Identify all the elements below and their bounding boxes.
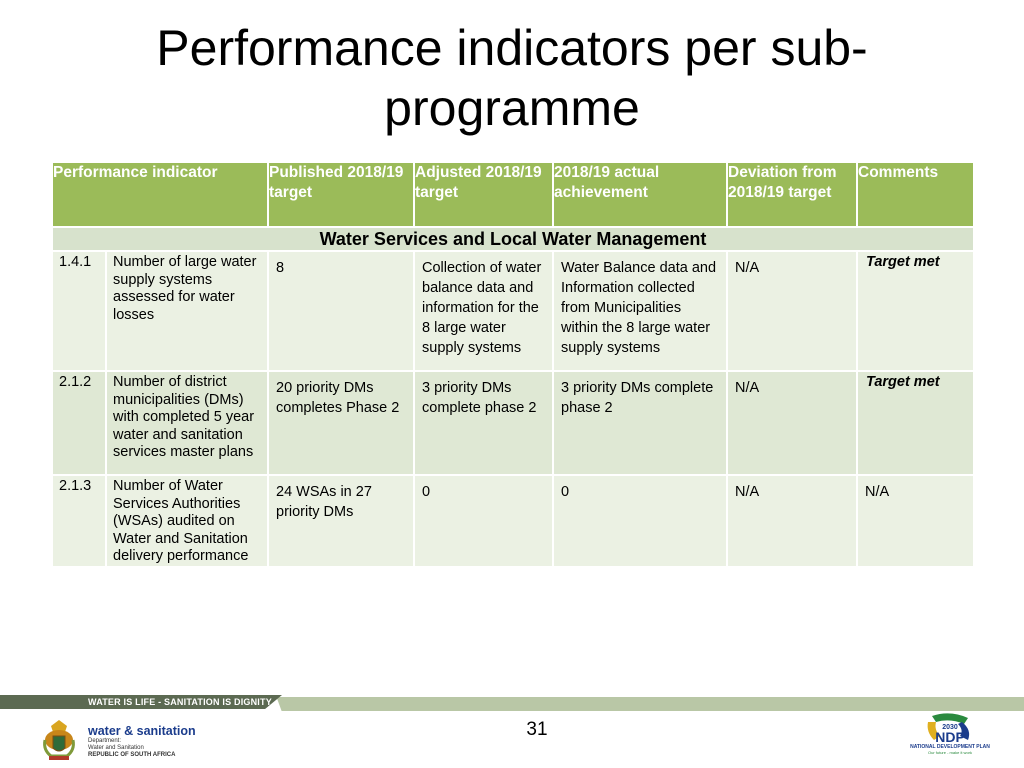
deviation-cell (727, 371, 857, 475)
indicator-id-cell (52, 371, 106, 475)
indicator-cell (106, 251, 268, 371)
deviation-cell (727, 251, 857, 371)
indicator-id: 2.1.3 (59, 478, 92, 494)
ndp-name: NATIONAL DEVELOPMENT PLAN (910, 744, 990, 750)
deviation: N/A (735, 380, 760, 396)
department-logo (88, 724, 196, 759)
deviation-cell (727, 475, 857, 567)
published-target: 8 (276, 260, 285, 276)
published-target-cell (268, 475, 414, 567)
indicator-text: Number of Water Services Authorities (WSAs) audited on Water and Sanitation delivery performance (113, 478, 249, 564)
adjusted-target-cell (414, 475, 553, 567)
column-header: 2018/19 actual achievement (553, 162, 727, 227)
column-header: Published 2018/19 target (268, 162, 414, 227)
column-header: Deviation from 2018/19 target (727, 162, 857, 227)
column-header: Adjusted 2018/19 target (414, 162, 553, 227)
published-target: 24 WSAs in 27 priority DMs (276, 484, 372, 520)
indicator-cell (106, 371, 268, 475)
actual-achievement: 0 (561, 484, 570, 500)
indicator-cell (106, 475, 268, 567)
page-title: Performance indicators per sub-programme (156, 20, 868, 136)
indicator-text: Number of district municipalities (DMs) with completed 5 year water and sanitation services master plans (113, 374, 255, 460)
comments-cell (857, 251, 974, 371)
indicator-id: 1.4.1 (59, 254, 92, 270)
svg-text:2030: 2030 (942, 724, 958, 731)
department-label: Department: (88, 738, 122, 744)
performance-table (51, 161, 975, 568)
country-name: REPUBLIC OF SOUTH AFRICA (88, 752, 176, 758)
comments-cell (857, 371, 974, 475)
adjusted-target-cell (414, 371, 553, 475)
ndp-tagline: Our future - make it work (927, 750, 972, 755)
adjusted-target: 3 priority DMs complete phase 2 (422, 380, 537, 416)
coat-of-arms-icon (37, 718, 81, 762)
comment: Target met (866, 254, 940, 270)
adjusted-target: Collection of water balance data and information for the 8 large water supply systems (422, 260, 542, 356)
column-header: Performance indicator (52, 162, 268, 227)
actual-achievement: 3 priority DMs complete phase 2 (561, 380, 714, 416)
deviation: N/A (735, 484, 760, 500)
indicator-text: Number of large water supply systems assessed for water losses (113, 254, 257, 323)
adjusted-target-cell (414, 251, 553, 371)
published-target: 20 priority DMs completes Phase 2 (276, 380, 400, 416)
section-row (52, 227, 974, 251)
published-target-cell (268, 371, 414, 475)
svg-text:NDP: NDP (935, 729, 965, 745)
page-number: 31 (526, 719, 548, 740)
indicator-id: 2.1.2 (59, 374, 92, 390)
department-name: Water and Sanitation (88, 745, 144, 751)
table-row (52, 371, 974, 475)
column-header: Comments (857, 162, 974, 227)
deviation: N/A (735, 260, 760, 276)
department-brand: water & sanitation (88, 724, 196, 738)
footer-slogan: WATER IS LIFE - SANITATION IS DIGNITY (88, 697, 272, 707)
actual-achievement: Water Balance data and Information collected from Municipalities within the 8 large water supply systems (561, 260, 717, 356)
comment: Target met (866, 374, 940, 390)
adjusted-target: 0 (422, 484, 431, 500)
section-title: Water Services and Local Water Management (52, 227, 974, 251)
comments-cell (857, 475, 974, 567)
actual-achievement-cell (553, 251, 727, 371)
table-row (52, 251, 974, 371)
indicator-id-cell (52, 475, 106, 567)
published-target-cell (268, 251, 414, 371)
ndp-logo-icon (910, 712, 990, 766)
actual-achievement-cell (553, 371, 727, 475)
indicator-id-cell (52, 251, 106, 371)
comment: N/A (865, 484, 890, 500)
table-header-row (52, 162, 974, 227)
actual-achievement-cell (553, 475, 727, 567)
table-row (52, 475, 974, 567)
